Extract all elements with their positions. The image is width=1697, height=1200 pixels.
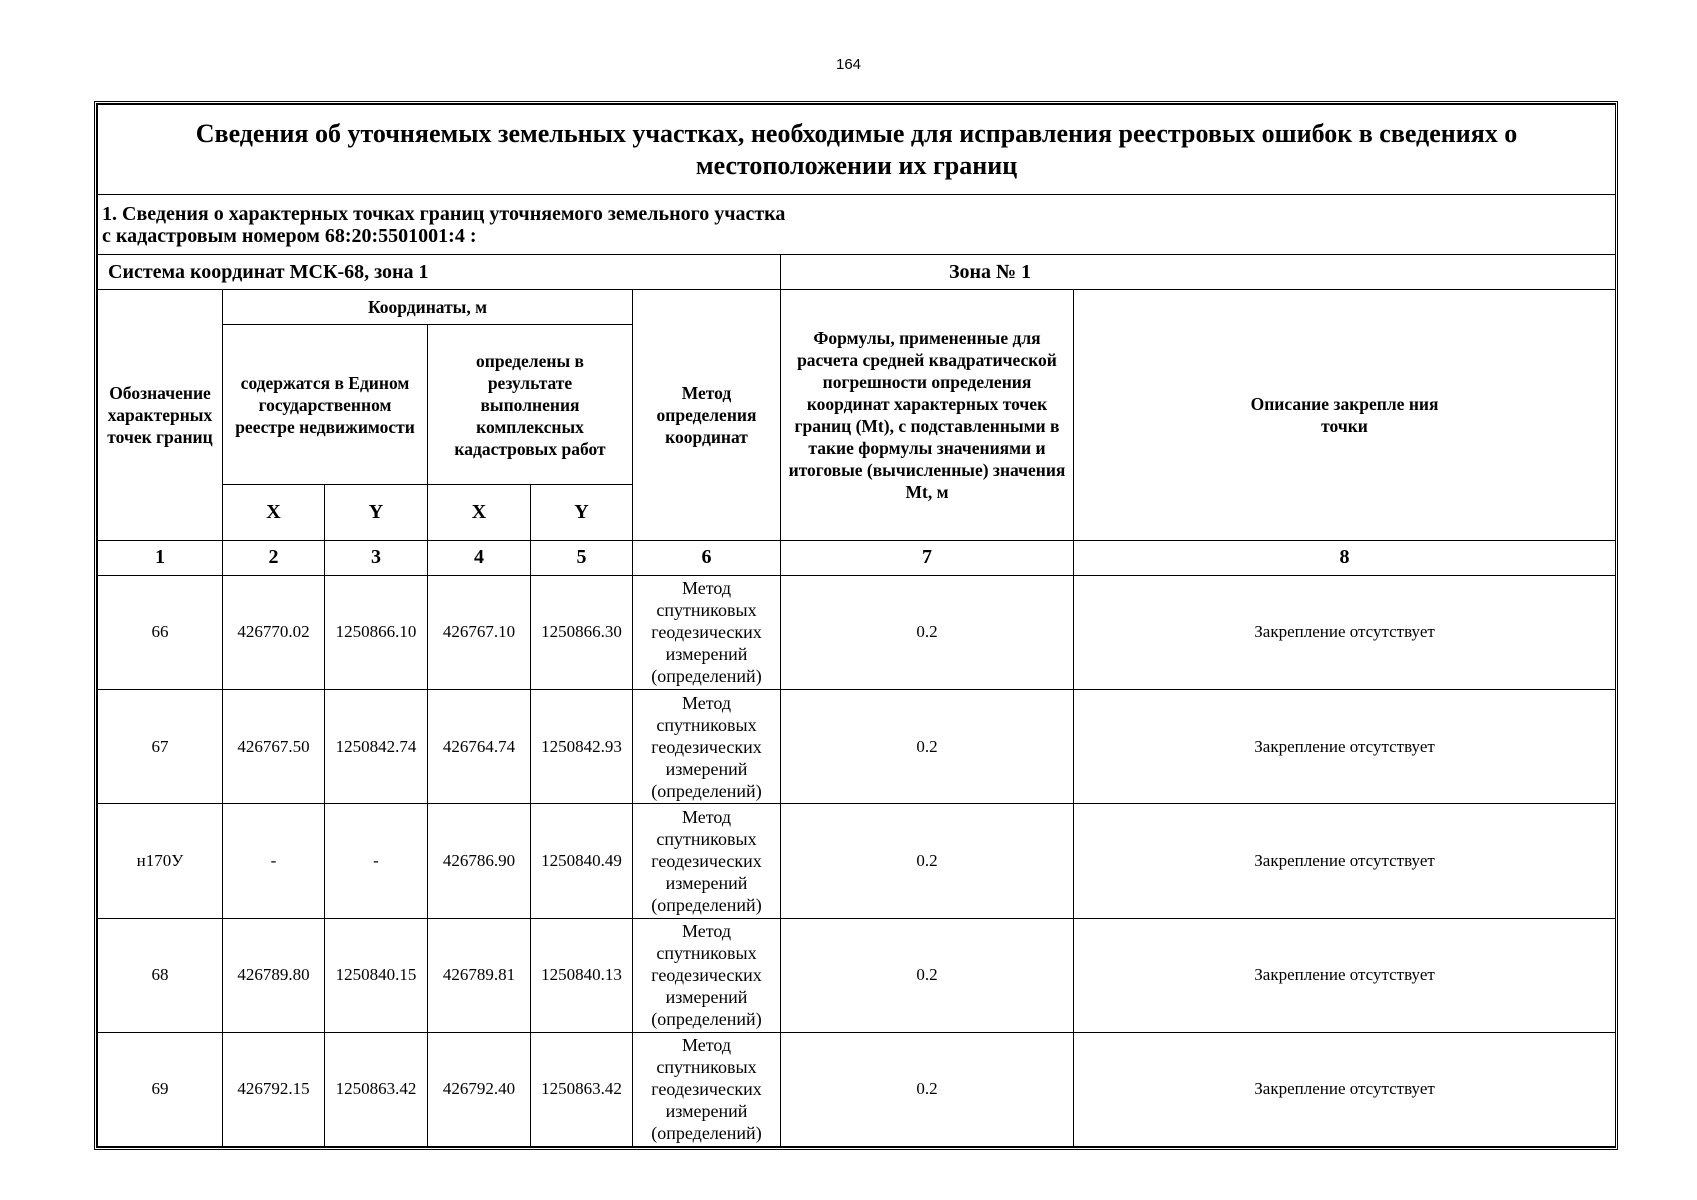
header-point-designation: Обозначение характерных точек границ [98, 290, 223, 540]
section-heading [98, 195, 1616, 255]
zone-label [781, 255, 1616, 290]
header-y-egrn: Y [325, 484, 428, 540]
section-heading-line2: с кадастровым номером 68:20:5501001:4 : [102, 224, 477, 247]
table-row [98, 918, 1616, 1032]
cell-description: Закрепление отсутствует [1074, 575, 1616, 689]
column-number: 1 [98, 540, 223, 575]
cell-y-egrn: 1250866.10 [325, 575, 428, 689]
section-heading-line1: 1. Сведения о характерных точках границ уточняемого земельного участка [102, 202, 786, 225]
cell-method: Метод спутниковых геодезических измерений (определений) [633, 918, 781, 1032]
cell-y-complex: 1250840.13 [531, 918, 633, 1032]
column-number: 3 [325, 540, 428, 575]
column-number: 4 [428, 540, 531, 575]
cell-point: 66 [98, 575, 223, 689]
cell-description: Закрепление отсутствует [1074, 918, 1616, 1032]
cell-mt: 0.2 [781, 918, 1074, 1032]
cell-x-egrn: 426789.80 [223, 918, 325, 1032]
cell-y-complex: 1250863.42 [531, 1032, 633, 1146]
cell-method: Метод спутниковых геодезических измерений (определений) [633, 1032, 781, 1146]
header-x-egrn: X [223, 484, 325, 540]
header-y-complex: Y [531, 484, 633, 540]
cell-x-egrn: 426770.02 [223, 575, 325, 689]
cell-method: Метод спутниковых геодезических измерений (определений) [633, 804, 781, 918]
cell-x-complex: 426786.90 [428, 804, 531, 918]
cell-x-complex: 426792.40 [428, 1032, 531, 1146]
cell-y-egrn: 1250840.15 [325, 918, 428, 1032]
cell-y-egrn: 1250842.74 [325, 690, 428, 804]
document-title: Сведения об уточняемых земельных участках, необходимые для исправления реестровых ошибок в сведениях о местоположении их границ [98, 105, 1616, 195]
cell-point: 67 [98, 690, 223, 804]
column-number: 5 [531, 540, 633, 575]
cell-y-egrn: - [325, 804, 428, 918]
cell-x-complex: 426764.74 [428, 690, 531, 804]
table-row [98, 690, 1616, 804]
column-number: 6 [633, 540, 781, 575]
cell-description: Закрепление отсутствует [1074, 690, 1616, 804]
cell-x-egrn: - [223, 804, 325, 918]
cell-point: н170У [98, 804, 223, 918]
cell-point: 68 [98, 918, 223, 1032]
boundary-points-table [97, 104, 1616, 1147]
cell-mt: 0.2 [781, 690, 1074, 804]
document-frame [94, 101, 1618, 1150]
cell-x-egrn: 426792.15 [223, 1032, 325, 1146]
header-complex-works: определены в результате выполнения комплексных кадастровых работ [428, 325, 633, 484]
cell-x-complex: 426789.81 [428, 918, 531, 1032]
zone-label-text: Зона № 1 [948, 260, 1032, 283]
header-x-complex: X [428, 484, 531, 540]
coordinate-system: Система координат МСК-68, зона 1 [98, 255, 781, 290]
cell-x-egrn: 426767.50 [223, 690, 325, 804]
header-description: Описание закрепле ния точки [1074, 290, 1616, 540]
column-number: 2 [223, 540, 325, 575]
header-method: Метод определения координат [633, 290, 781, 540]
cell-x-complex: 426767.10 [428, 575, 531, 689]
table-row [98, 1032, 1616, 1146]
header-coordinates: Координаты, м [223, 290, 633, 325]
table-row [98, 804, 1616, 918]
cell-method: Метод спутниковых геодезических измерений (определений) [633, 690, 781, 804]
cell-mt: 0.2 [781, 575, 1074, 689]
cell-mt: 0.2 [781, 1032, 1074, 1146]
column-number: 8 [1074, 540, 1616, 575]
table-row [98, 575, 1616, 689]
cell-y-complex: 1250842.93 [531, 690, 633, 804]
header-formulas: Формулы, примененные для расчета средней квадратической погрешности определения координат характерных точек границ (Mt), с подставленными в такие формулы значениями и итоговые (вычисленные) значения Mt, м [781, 290, 1074, 540]
cell-y-egrn: 1250863.42 [325, 1032, 428, 1146]
page-number: 164 [835, 56, 862, 73]
cell-point: 69 [98, 1032, 223, 1146]
header-egrn: содержатся в Едином государственном реестре недвижимости [223, 325, 428, 484]
cell-y-complex: 1250840.49 [531, 804, 633, 918]
cell-y-complex: 1250866.30 [531, 575, 633, 689]
cell-mt: 0.2 [781, 804, 1074, 918]
cell-method: Метод спутниковых геодезических измерений (определений) [633, 575, 781, 689]
cell-description: Закрепление отсутствует [1074, 804, 1616, 918]
cell-description: Закрепление отсутствует [1074, 1032, 1616, 1146]
column-number: 7 [781, 540, 1074, 575]
